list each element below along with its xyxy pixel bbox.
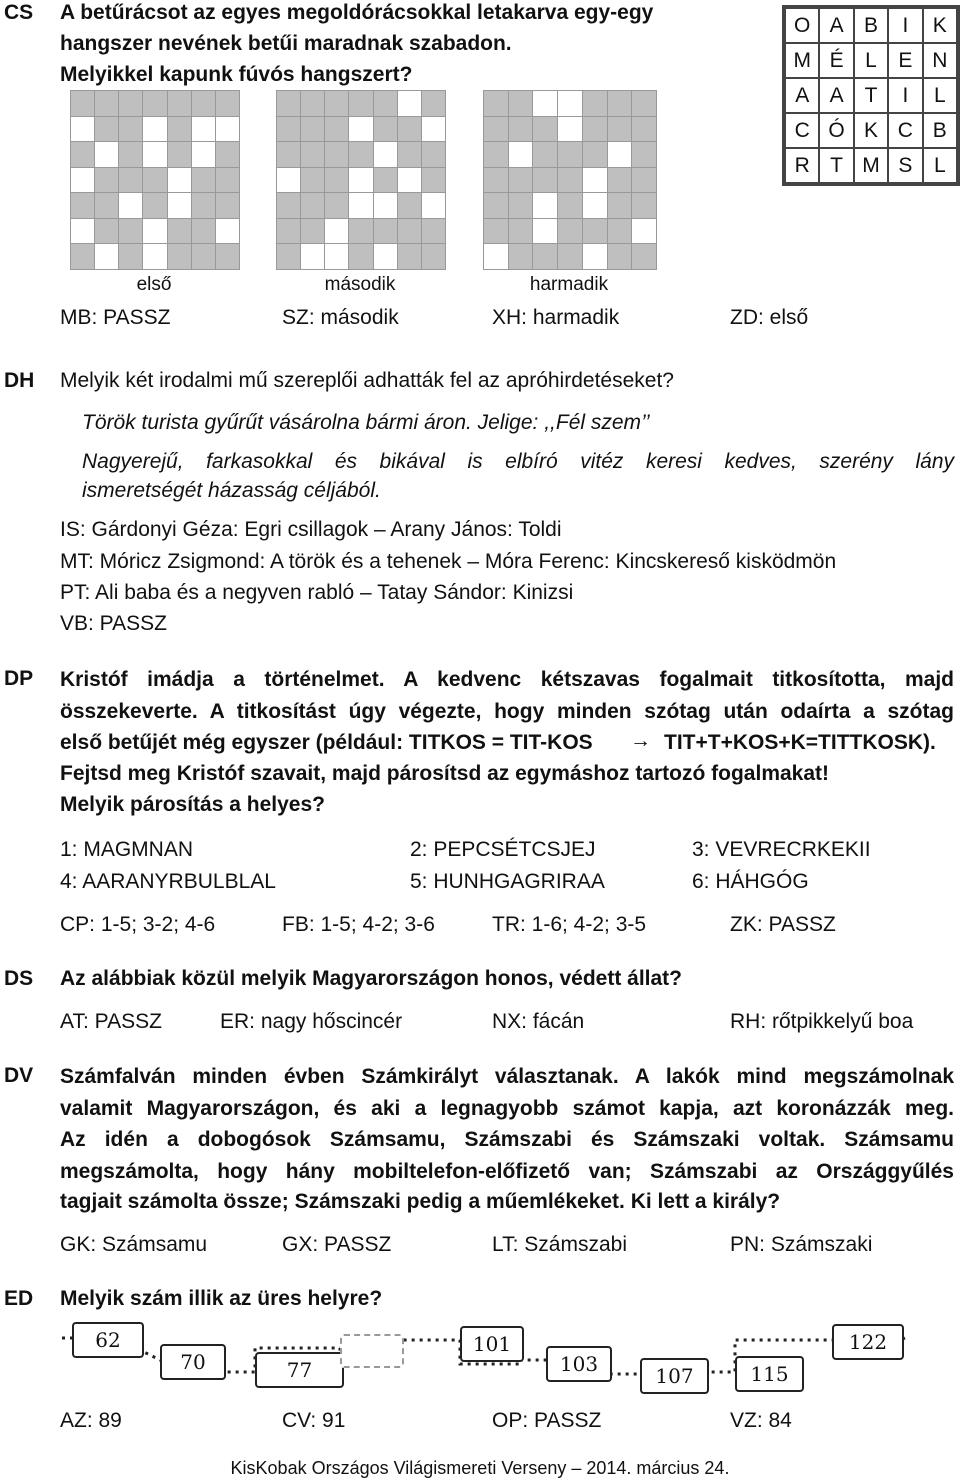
letter-cell: A (819, 8, 853, 43)
dh-question: Melyik két irodalmi mű szereplői adhatták fel az apróhirdetéseket? (60, 369, 674, 392)
letter-cell: M (854, 148, 888, 183)
cs-answer-c[interactable]: XH: harmadik (492, 306, 620, 329)
dp-word-4: 4: AARANYRBULBLAL (60, 870, 276, 893)
dv-text-line2: valamit Magyarországon, és aki a legnagyobb számot kapja, azt koronázzák meg. (60, 1097, 954, 1120)
dp-word-1: 1: MAGMNAN (60, 838, 194, 861)
dp-answer-d[interactable]: ZK: PASSZ (730, 913, 836, 936)
grid-caption-third: harmadik (529, 274, 609, 295)
sequence-box-7: 107 (640, 1358, 709, 1394)
letter-cell: A (785, 78, 819, 113)
dv-answer-c[interactable]: LT: Számszabi (492, 1233, 627, 1256)
question-code-ed: ED (4, 1287, 34, 1310)
letter-cell: K (923, 8, 957, 43)
dh-ad-2-line2: ismeretségét házasság céljából. (82, 479, 381, 502)
ds-answer-c[interactable]: NX: fácán (492, 1010, 585, 1033)
ed-question: Melyik szám illik az üres helyre? (60, 1287, 383, 1310)
dv-text-line3: Az idén a dobogósok Számsamu, Számszabi és Számszaki voltak. Számsamu (60, 1128, 954, 1151)
dv-text-line4: megszámolta, hogy hány mobiltelefon-előfizető van; Számszabi az Országgyűlés (60, 1160, 954, 1183)
letter-cell: I (888, 78, 922, 113)
letter-cell: B (923, 113, 957, 148)
ed-answer-d[interactable]: VZ: 84 (730, 1409, 792, 1432)
dp-text-line3b: TIT+T+KOS+K=TITTKOSK). (664, 731, 936, 754)
dv-text-line1: Számfalván minden évben Számkirályt választanak. A lakók mind megszámolnak (60, 1065, 954, 1088)
dp-text-line4: Fejtsd meg Kristóf szavait, majd párosítsd az egymáshoz tartozó fogalmakat! (60, 762, 830, 785)
letter-cell: T (854, 78, 888, 113)
ds-answer-d[interactable]: RH: rőtpikkelyű boa (730, 1010, 914, 1033)
dp-answer-a[interactable]: CP: 1-5; 3-2; 4-6 (60, 913, 216, 936)
letter-cell: Ó (819, 113, 853, 148)
sequence-box-5: 101 (460, 1326, 524, 1362)
sequence-box-8: 115 (735, 1356, 804, 1392)
sequence-box-2: 70 (160, 1344, 226, 1380)
letter-cell: L (854, 43, 888, 78)
dp-word-3: 3: VEVRECRKEKII (692, 838, 871, 861)
letter-cell: I (888, 8, 922, 43)
dh-answer-vb[interactable]: VB: PASSZ (60, 612, 167, 635)
letter-cell: C (785, 113, 819, 148)
letter-cell: T (819, 148, 853, 183)
letter-cell: B (854, 8, 888, 43)
question-code-cs: CS (4, 1, 34, 24)
dp-word-5: 5: HUNHGAGRIRAA (410, 870, 605, 893)
cs-question-line3: Melyikkel kapunk fúvós hangszert? (60, 63, 413, 86)
letter-cell: C (888, 113, 922, 148)
question-code-dp: DP (4, 667, 34, 690)
letter-cell: R (785, 148, 819, 183)
letter-cell: S (888, 148, 922, 183)
sequence-box-1: 62 (72, 1322, 144, 1358)
dp-text-line2: összekeverte. A titkosítást úgy végezte, hogy minden szótag után odaírta a szótag (60, 700, 954, 723)
dv-text-line5: tagjait számolta össze; Számszaki pedig a műemlékeket. Ki lett a király? (60, 1190, 781, 1213)
letter-cell: E (888, 43, 922, 78)
cs-question-line1: A betűrácsot az egyes megoldórácsokkal letakarva egy-egy (60, 1, 654, 24)
dh-ad-2-line1: Nagyerejű, farkasokkal és bikával is elbíró vitéz keresi kedves, szerény lány (82, 450, 954, 473)
sequence-box-9: 122 (832, 1324, 904, 1360)
dv-answer-d[interactable]: PN: Számszaki (730, 1233, 873, 1256)
dp-word-2: 2: PEPCSÉTCSJEJ (410, 838, 596, 861)
cs-answer-b[interactable]: SZ: második (282, 306, 399, 329)
letter-cell: L (923, 148, 957, 183)
ds-answer-a[interactable]: AT: PASSZ (60, 1010, 162, 1033)
dp-text-line5: Melyik párosítás a helyes? (60, 793, 325, 816)
letter-cell: L (923, 78, 957, 113)
ed-answer-c[interactable]: OP: PASSZ (492, 1409, 602, 1432)
sequence-box-3: 77 (255, 1352, 344, 1388)
cs-answer-a[interactable]: MB: PASSZ (60, 306, 171, 329)
question-code-dh: DH (4, 369, 35, 392)
dv-answer-a[interactable]: GK: Számsamu (60, 1233, 208, 1256)
ed-answer-a[interactable]: AZ: 89 (60, 1409, 122, 1432)
dh-answer-is[interactable]: IS: Gárdonyi Géza: Egri csillagok – Arany János: Toldi (60, 518, 562, 541)
dp-word-6: 6: HÁHGÓG (692, 870, 809, 893)
letter-cell: É (819, 43, 853, 78)
question-code-dv: DV (4, 1064, 34, 1087)
dp-text-line1: Kristóf imádja a történelmet. A kedvenc kétszavas fogalmait titkosította, majd (60, 668, 954, 691)
dp-answer-b[interactable]: FB: 1-5; 4-2; 3-6 (282, 913, 435, 936)
question-code-ds: DS (4, 967, 34, 990)
ds-answer-b[interactable]: ER: nagy hőscincér (220, 1010, 403, 1033)
dp-answer-c[interactable]: TR: 1-6; 4-2; 3-5 (492, 913, 647, 936)
sequence-box-empty[interactable] (340, 1334, 404, 1368)
cs-answer-d[interactable]: ZD: első (730, 306, 809, 329)
sequence-box-6: 103 (546, 1346, 612, 1382)
letter-cell: M (785, 43, 819, 78)
dh-ad-1: Török turista gyűrűt vásárolna bármi áron. Jelige: ,,Fél szem’’ (82, 411, 650, 434)
grid-caption-second: második (324, 274, 396, 295)
letter-cell: A (819, 78, 853, 113)
dh-answer-mt[interactable]: MT: Móricz Zsigmond: A török és a tehenek – Móra Ferenc: Kincskereső kisködmön (60, 550, 837, 573)
dp-text-line3a: első betűjét még egyszer (például: TITKOS = TIT-KOS (60, 731, 593, 754)
arrow-right-icon: → (630, 729, 651, 752)
grid-caption-first: első (136, 274, 172, 295)
dh-answer-pt[interactable]: PT: Ali baba és a negyven rabló – Tatay Sándor: Kinizsi (60, 581, 574, 604)
cs-question-line2: hangszer nevének betűi maradnak szabadon. (60, 32, 512, 55)
dv-answer-b[interactable]: GX: PASSZ (282, 1233, 392, 1256)
ds-question: Az alábbiak közül melyik Magyarországon honos, védett állat? (60, 967, 682, 990)
letter-cell: O (785, 8, 819, 43)
letter-cell: N (923, 43, 957, 78)
letter-cell: K (854, 113, 888, 148)
page-footer: KisKobak Országos Világismereti Verseny – 2014. március 24. (230, 1458, 730, 1478)
ed-answer-b[interactable]: CV: 91 (282, 1409, 346, 1432)
